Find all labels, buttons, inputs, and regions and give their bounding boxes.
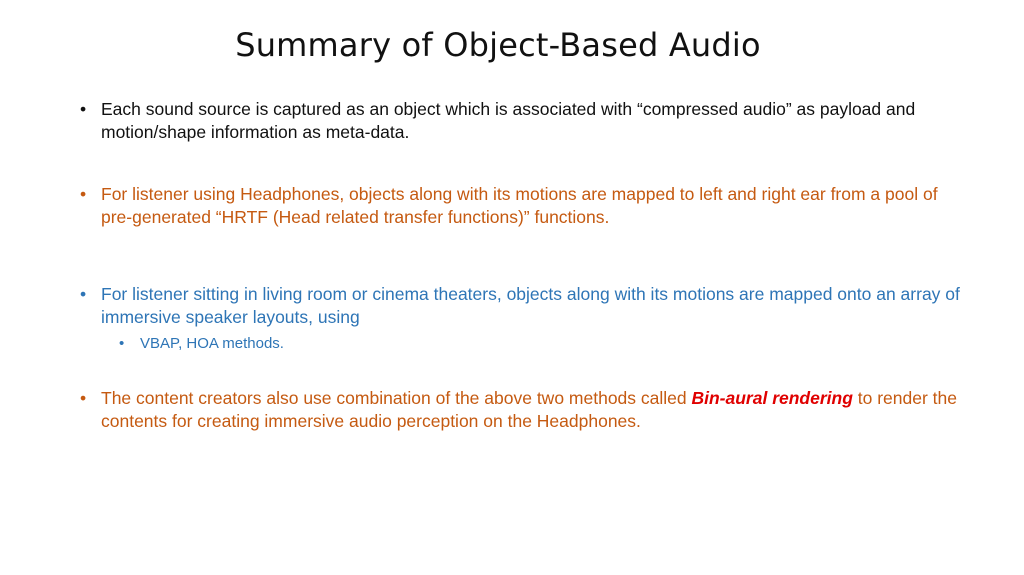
bullet-item [80,183,960,229]
bullet-item [80,283,960,329]
sub-bullet-text: VBAP, HOA methods. [140,335,284,352]
sub-bullet-item [119,334,284,354]
highlighted-term: Bin-aural rendering [691,388,853,408]
sub-bullet-marker: • [119,335,125,352]
bullet-text-after: to render the contents for creating immersive audio perception on the Headphones. [101,388,958,431]
bullet-text: For listener using Headphones, objects along with its motions are mapped to left and right ear from a pool of pre-generated “HRTF (Head related transfer functions)” functions. [101,184,938,227]
bullet-item [80,387,960,433]
bullet-marker: • [80,184,87,204]
bullet-text [101,387,960,433]
bullet-text: For listener sitting in living room or cinema theaters, objects along with its motions are mapped onto an array of immersive speaker layouts, using [101,284,960,327]
bullet-text: Each sound source is captured as an object which is associated with “compressed audio” as payload and motion/shape information as meta-data. [101,99,916,142]
bullet-marker: • [80,284,87,304]
slide-title: Summary of Object-Based Audio [235,26,761,64]
bullet-marker: • [80,388,87,408]
bullet-marker: • [80,99,87,119]
bullet-text-before: The content creators also use combination of the above two methods called [101,388,692,408]
bullet-item [80,98,960,144]
